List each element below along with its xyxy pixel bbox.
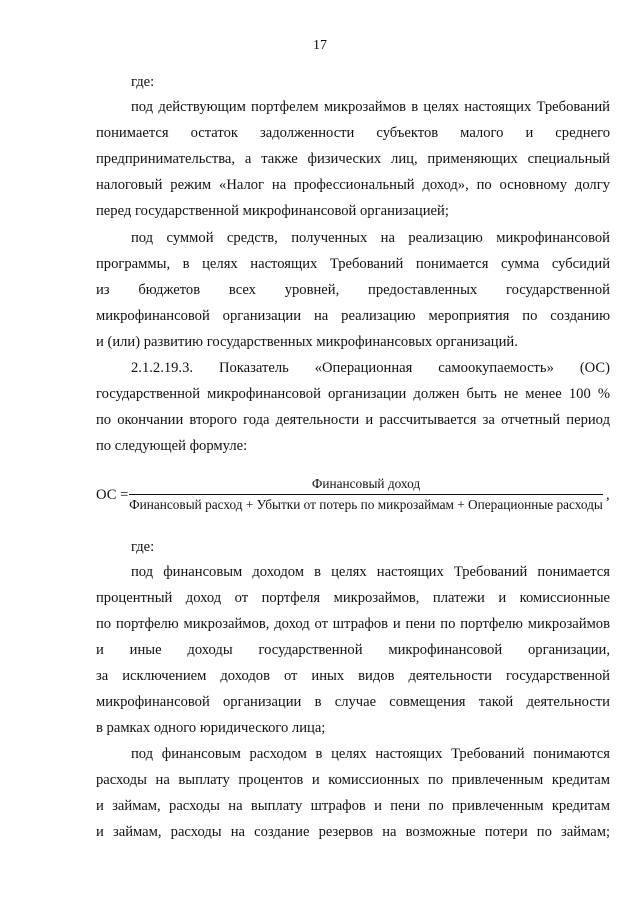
text-line: в рамках одного юридического лица; [96, 720, 326, 736]
text-line: и (или) развитию государственных микрофинансовых организаций. [96, 334, 518, 350]
formula [96, 476, 616, 516]
text-line: по портфелю микрозаймов, доход от штрафов и пени по портфелю микрозаймов [96, 616, 610, 632]
text-line: государственной микрофинансовой организации должен быть не менее 100 % [96, 386, 610, 402]
text-line: и займам, расходы на выплату штрафов и пени по привлеченным кредитам [96, 798, 610, 814]
text-line: под действующим портфелем микрозаймов в целях настоящих Требований [131, 99, 610, 115]
text-line: предпринимательства, а также физических лиц, применяющих специальный [96, 151, 610, 167]
text-line: по окончании второго года деятельности и рассчитывается за отчетный период [96, 412, 610, 428]
where-label: где: [131, 539, 155, 555]
formula-trailing-comma: , [606, 487, 610, 503]
where-label: где: [131, 74, 155, 90]
text-line: программы, в целях настоящих Требований понимается сумма субсидий [96, 256, 610, 272]
formula-numerator: Финансовый доход [311, 476, 421, 491]
text-line: расходы на выплату процентов и комиссионных по привлеченным кредитам [96, 772, 610, 788]
text-line: под финансовым расходом в целях настоящих Требований понимаются [131, 746, 610, 762]
text-line: понимается остаток задолженности субъектов малого и среднего [96, 125, 610, 141]
text-line: микрофинансовой организации в случае совмещения такой деятельности [96, 694, 610, 710]
formula-denominator: Финансовый расход + Убытки от потерь по микрозаймам + Операционные расходы [129, 497, 603, 512]
text-line: налоговый режим «Налог на профессиональный доход», по основному долгу [96, 177, 610, 193]
text-line: и займам, расходы на создание резервов на возможные потери по займам; [96, 824, 610, 840]
text-line: и иные доходы государственной микрофинансовой организации, [96, 642, 610, 658]
formula-lhs: ОС = [96, 487, 129, 503]
text-line: под финансовым доходом в целях настоящих Требований понимается [131, 564, 610, 580]
text-line: 2.1.2.19.3. Показатель «Операционная самоокупаемость» (ОС) [131, 360, 610, 376]
text-line: по следующей формуле: [96, 438, 248, 454]
text-line: из бюджетов всех уровней, предоставленных государственной [96, 282, 610, 298]
text-line: микрофинансовой организации на реализацию мероприятия по созданию [96, 308, 610, 324]
page-number: 17 [313, 38, 327, 53]
text-line: процентный доход от портфеля микрозаймов, платежи и комиссионные [96, 590, 610, 606]
fraction-bar [129, 494, 603, 495]
text-line: перед государственной микрофинансовой организацией; [96, 203, 449, 219]
text-line: за исключением доходов от иных видов деятельности государственной [96, 668, 610, 684]
text-line: под суммой средств, полученных на реализацию микрофинансовой [131, 230, 610, 246]
